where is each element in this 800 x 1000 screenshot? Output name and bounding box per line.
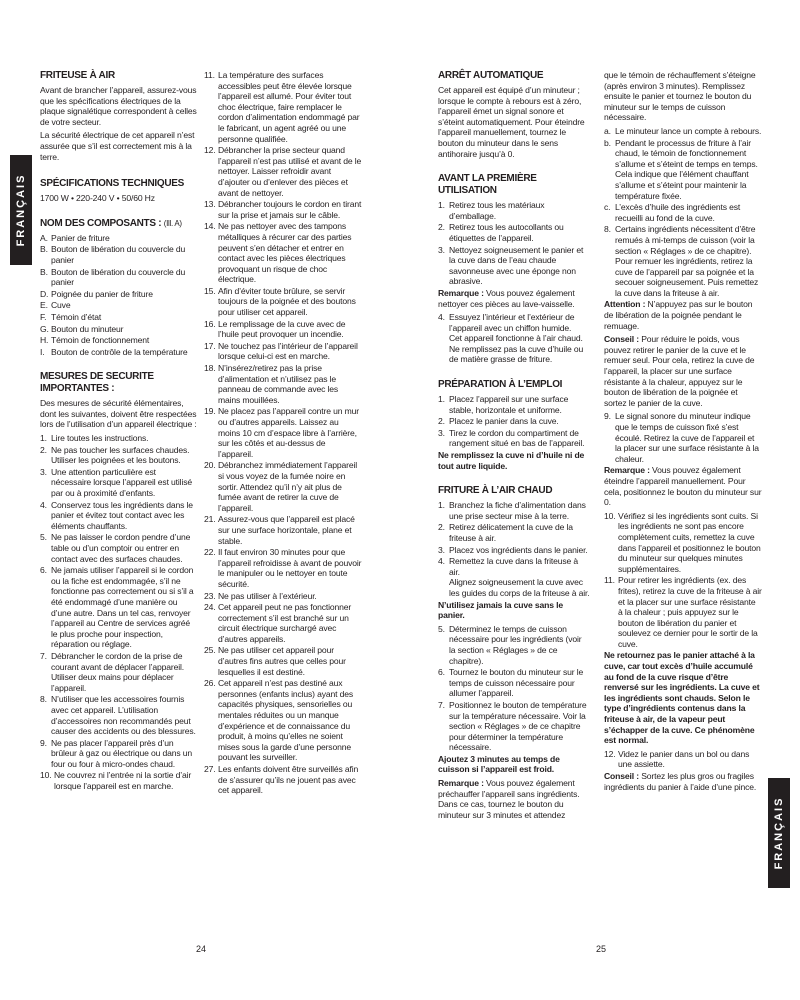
list-item: 11. La température des surfaces accessibles peut être élevée lorsque l’appareil est allumé. Pour éviter tout choc électrique, faire remplacer le cordon d’alimentation endommagé par le fabricant, un agent agréé ou une personne qualifiée. (204, 70, 360, 144)
list-item: 8. N’utiliser que les accessoires fournis avec cet appareil. L’utilisation d’accessoires non recommandés peut causer des accidents ou des blessures. (40, 694, 196, 737)
list-item: a. Le minuteur lance un compte à rebours. (604, 125, 762, 136)
friteuse-paragraph-1: Avant de brancher l’appareil, assurez-vous que les spécifications électriques de la plaque signalétique correspondent à celles de votre secteur. (40, 85, 197, 127)
right-column-1 (438, 70, 590, 823)
language-tab-right-label: FRANÇAIS (773, 796, 785, 870)
tip-tongs: Conseil : Sortez les plus gros ou fragiles ingrédients du panier à l’aide d’une pince. (604, 771, 757, 792)
list-item: 3. Placez vos ingrédients dans le panier. (438, 544, 588, 555)
list-item: 6. Ne jamais utiliser l’appareil si le cordon ou la fiche est endommagée, s’il ne fonctionne pas correctement ou si s’il a été endommagé d’une manière ou d’une autre. Dans un tel cas, renvoyer l’appareil au Centre de services agréé le plus proche pour inspection, réparation ou réglage. (40, 565, 194, 650)
list-item: 4. Conservez tous les ingrédients dans le panier et évitez tout contact avec les éléments chauffants. (40, 499, 193, 531)
friteuse-paragraph-2: La sécurité électrique de cet appareil n’est assurée que s’il est correctement mis à la terre. (40, 130, 195, 162)
language-tab-right (768, 778, 790, 888)
no-oil-warning: Ne remplissez la cuve ni d’huile ni de tout autre liquide. (438, 450, 585, 471)
list-item: 9. Ne pas placer l’appareil près d’un brûleur à gaz ou électrique ou dans un four ou four à micro-ondes chaud. (40, 737, 192, 769)
list-item: 12. Videz le panier dans un bol ou dans une assiette. (604, 748, 750, 770)
list-item: B. Bouton de libération du couvercle du panier (40, 244, 186, 265)
list-item: 2. Retirez tous les autocollants ou étiquettes de l’appareil. (438, 222, 564, 243)
components-figure-ref: (Ill. A) (163, 218, 182, 228)
list-item: 14. Ne pas nettoyer avec des tampons métalliques à récurer car des parties peuvent s’en détacher et entrer en contact avec les pièces électriques provoquant un risque de choc électrique. (204, 221, 352, 285)
preparation-heading: PRÉPARATION À L’EMPLOI (438, 379, 563, 391)
list-item: I. Bouton de contrôle de la température (40, 346, 188, 357)
safety-list-part-2 (204, 70, 362, 796)
language-tab-left (10, 155, 32, 265)
auto-off-text: Cet appareil est équipé d’un minuteur ; lorsque le compte à rebours est à zéro, l’appareil émet un signal sonore et s’éteint automatiquement. Pour éteindre l’appareil manuellement, tournez le bouton du minuteur dans le sens antihoraire jusqu’à 0. (438, 85, 585, 159)
auto-off-heading: ARRÊT AUTOMATIQUE (438, 70, 544, 81)
basket-flip-warning: Ne retournez pas le panier attaché à la cuve, car tout excès d’huile accumulé au fond de la cuve risque d’être renversé sur les ingrédients. La cuve et les ingrédients sont chauds. Selon le type d’ingrédients contenus dans la friteuse à air, de la vapeur peut s’échapper de la cuve. Ce phénomène est normal. (604, 650, 760, 746)
cold-appliance-note: Ajoutez 3 minutes au temps de cuisson si l’appareil est froid. (438, 753, 560, 775)
list-item: B. Bouton de libération du couvercle du panier (40, 266, 186, 288)
components-heading-text: NOM DES COMPOSANTS : (40, 217, 162, 229)
safety-intro: Des mesures de sécurité élémentaires, dont les suivantes, doivent être respectées lors de l’utilisation d’un appareil électrique : (40, 398, 197, 430)
list-item: 22. Il faut environ 30 minutes pour que l’appareil refroidisse à avant de pouvoir le manipuler ou le nettoyer en toute sécurité. (204, 547, 362, 589)
list-item: 27. Les enfants doivent être surveillés afin de s’assurer qu’ils ne jouent pas avec cet appareil. (204, 764, 359, 796)
list-item: 26. Cet appareil n’est pas destiné aux personnes (enfants inclus) ayant des capacités physiques, sensorielles ou mentales réduites ou un manque d’expérience et de connaissance du produit, à moins qu’elles ne soient mises sous la garde d’une personne pouvant les surveiller. (204, 678, 354, 763)
list-item: 2. Ne pas toucher les surfaces chaudes. Utiliser les poignées et les boutons. (40, 444, 190, 466)
list-item: 7. Positionnez le bouton de température sur la température nécessaire. Voir la section « Réglages » de ce chapitre pour déterminer la température nécessaire. (438, 699, 587, 753)
list-item: 5. Déterminez le temps de cuisson nécessaire pour les ingrédients (voir la section « Réglages » de ce chapitre). (438, 623, 582, 666)
list-item: 5. Ne pas laisser le cordon pendre d’une table ou d’un comptoir ou entrer en contact avec des surfaces chaudes. (40, 532, 191, 564)
list-item: 25. Ne pas utiliser cet appareil pour d’autres fins autres que celles pour lesquelles il est destiné. (204, 645, 346, 677)
components-heading (40, 218, 198, 230)
friteuse-heading: FRITEUSE À AIR (40, 70, 115, 81)
components-list (40, 233, 198, 358)
right-column-2 (604, 70, 762, 795)
attention-note: Attention : N’appuyez pas sur le bouton de libération de la poignée pendant le remuage. (604, 299, 753, 331)
list-item: H. Témoin de fonctionnement (40, 335, 150, 346)
list-item: 1. Branchez la fiche d’alimentation dans une prise secteur mise à la terre. (438, 500, 586, 521)
list-item: 11. Pour retirer les ingrédients (ex. des frites), retirez la cuve de la friteuse à air et la placer sur une surface résistante à la chaleur ; puis appuyez sur le bouton de libération du panier et soulevez ce dernier pour le sortir de la cuve. (604, 575, 762, 649)
page-number-left: 24 (196, 944, 207, 954)
list-item: 1. Placez l’appareil sur une surface stable, horizontale et uniforme. (438, 394, 569, 415)
page-number-right: 25 (596, 944, 607, 954)
safety-list-part-1 (40, 433, 198, 792)
tip-weight: Conseil : Pour réduire le poids, vous pouvez retirer le panier de la cuve et le remuer seul. Pour cela, retirez la cuve de l’appareil, la placer sur une surface résistante à la chaleur, appuyez sur le bouton de libération de la poignée et sortez le panier de la cuve. (604, 334, 755, 408)
spec-heading: SPÉCIFICATIONS TECHNIQUES (40, 178, 184, 190)
list-item: 18. N’insérez/retirez pas la prise d’alimentation et n’utilisez pas le panneau de commande avec les mains mouillées. (204, 363, 339, 405)
list-item: 9. Le signal sonore du minuteur indique que le temps de cuisson fixé s’est écoulé. Retirez la cuve de l’appareil et la placer sur une surface résistante à la chaleur. (604, 411, 759, 464)
first-use-heading: AVANT LA PREMIÈRE UTILISATION (438, 173, 537, 197)
list-item: 15. Afin d’éviter toute brûlure, se servir toujours de la poignée et des boutons pour utiliser cet appareil. (204, 285, 356, 318)
list-item: c. L’excès d’huile des ingrédients est recueilli au fond de la cuve. (604, 202, 741, 223)
list-item: b. Pendant le processus de friture à l’air chaud, le témoin de fonctionnement s’allume et s’éteint de temps en temps. Cela indique que l’élément chauffant s’allume et s’éteint pour maintenir la température fixée. (604, 137, 758, 201)
note-dishwasher: Remarque : Vous pouvez également nettoyer ces pièces au lave-vaisselle. (438, 287, 575, 309)
list-item: 4. Essuyez l’intérieur et l’extérieur de l’appareil avec un chiffon humide. Cet appareil fonctionne à l’air chaud. Ne remplissez pas la cuve d’huile ou de matière grasse de friture. (438, 312, 584, 365)
spec-text: 1700 W • 220-240 V • 50/60 Hz (40, 193, 155, 204)
list-item: 3. Tirez le cordon du compartiment de rangement situé en bas de l’appareil. (438, 427, 585, 449)
list-item: 10. Vérifiez si les ingrédients sont cuits. Si les ingrédients ne sont pas encore complètement cuits, remettez la cuve dans l’appareil et positionnez le bouton du minuteur sur quelques minutes supplémentaires. (604, 510, 761, 574)
list-item: 13. Débrancher toujours le cordon en tirant sur la prise et jamais sur le câble. (204, 199, 362, 220)
basket-warning: N’utilisez jamais la cuve sans le panier. (438, 599, 563, 621)
list-item: F. Témoin d’état (40, 311, 102, 322)
list-item: 19. Ne placez pas l’appareil contre un mur ou d’autres appareils. Laissez au moins 10 cm d’espace libre à l’arrière, sur les côtés et au-dessus de l’appareil. (204, 406, 359, 459)
list-item: 6. Tournez le bouton du minuteur sur le temps de cuisson nécessaire pour allumer l’appareil. (438, 667, 584, 699)
right-page (400, 0, 800, 1000)
list-item: 7. Débrancher le cordon de la prise de courant avant de déplacer l’appareil. Utiliser deux mains pour déplacer l’appareil. (40, 650, 184, 693)
list-item: G. Bouton du minuteur (40, 323, 124, 334)
preheat-continued: que le témoin de réchauffement s’éteigne (après environ 3 minutes). Remplissez ensuite le panier et tournez le bouton du minuteur sur le temps de cuisson nécessaire. (604, 70, 756, 123)
list-item: 2. Retirez délicatement la cuve de la friteuse à air. (438, 522, 573, 543)
left-column-2 (204, 70, 362, 797)
list-item: 1. Retirez tous les matériaux d’emballage. (438, 200, 545, 221)
list-item: 10. Ne couvrez ni l’entrée ni la sortie d’air lorsque l’appareil est en marche. (40, 770, 192, 792)
list-item: 3. Une attention particulière est nécessaire lorsque l’appareil est utilisé par ou à proximité d’enfants. (40, 466, 192, 499)
list-item: 24. Cet appareil peut ne pas fonctionner correctement s’il est branché sur un circuit électrique surchargé avec d’autres appareils. (204, 602, 352, 644)
list-item: 1. Lire toutes les instructions. (40, 433, 149, 444)
list-item: 4. Remettez la cuve dans la friteuse à air. Alignez soigneusement la cuve avec les guides du corps de la friteuse à air. (438, 556, 590, 598)
list-item: 2. Placez le panier dans la cuve. (438, 416, 559, 427)
left-column-1 (40, 70, 198, 793)
list-item: 17. Ne touchez pas l’intérieur de l’appareil lorsque celui-ci est en marche. (204, 340, 358, 362)
language-tab-left-label: FRANÇAIS (15, 173, 27, 247)
list-item: 3. Nettoyez soigneusement le panier et la cuve dans de l’eau chaude savonneuse avec une éponge non abrasive. (438, 244, 584, 287)
safety-heading: MESURES DE SECURITE IMPORTANTES : (40, 371, 154, 395)
list-item: 20. Débranchez immédiatement l’appareil si vous voyez de la fumée noire en sortir. Attendez qu’il n’y ait plus de fumée avant de retirer la cuve de l’appareil. (204, 460, 358, 513)
list-item: E. Cuve (40, 300, 71, 311)
list-item: 23. Ne pas utiliser à l’extérieur. (204, 590, 317, 601)
air-frying-heading: FRITURE À L’AIR CHAUD (438, 485, 553, 497)
list-item: 8. Certains ingrédients nécessitent d’être remués à mi-temps de cuisson (voir la section « Réglages » de ce chapitre). Pour remuer les ingrédients, retirez la cuve de l’appareil par sa poignée et la secouer soigneusement. Puis remettez la cuve dans la friteuse à air. (604, 224, 759, 298)
preheat-note: Remarque : Vous pouvez également préchauffer l’appareil sans ingrédients. Dans ce cas, tournez le bouton du minuteur sur 3 minutes et attendez (438, 778, 580, 820)
list-item: 12. Débrancher la prise secteur quand l’appareil n’est pas utilisé et avant de le nettoyer. Laisser refroidir avant d’ajouter ou d’enlever des pièces et avant de nettoyer. (204, 145, 362, 198)
list-item: 21. Assurez-vous que l’appareil est placé sur une surface horizontale, plane et stable. (204, 514, 355, 546)
manual-off-note: Remarque : Vous pouvez également éteindre l’appareil manuellement. Pour cela, positionnez le bouton du minuteur sur 0. (604, 465, 762, 508)
list-item: D. Poignée du panier de friture (40, 288, 153, 299)
list-item: A. Panier de friture (40, 232, 110, 243)
list-item: 16. Le remplissage de la cuve avec de l’huile peut provoquer un incendie. (204, 318, 346, 340)
